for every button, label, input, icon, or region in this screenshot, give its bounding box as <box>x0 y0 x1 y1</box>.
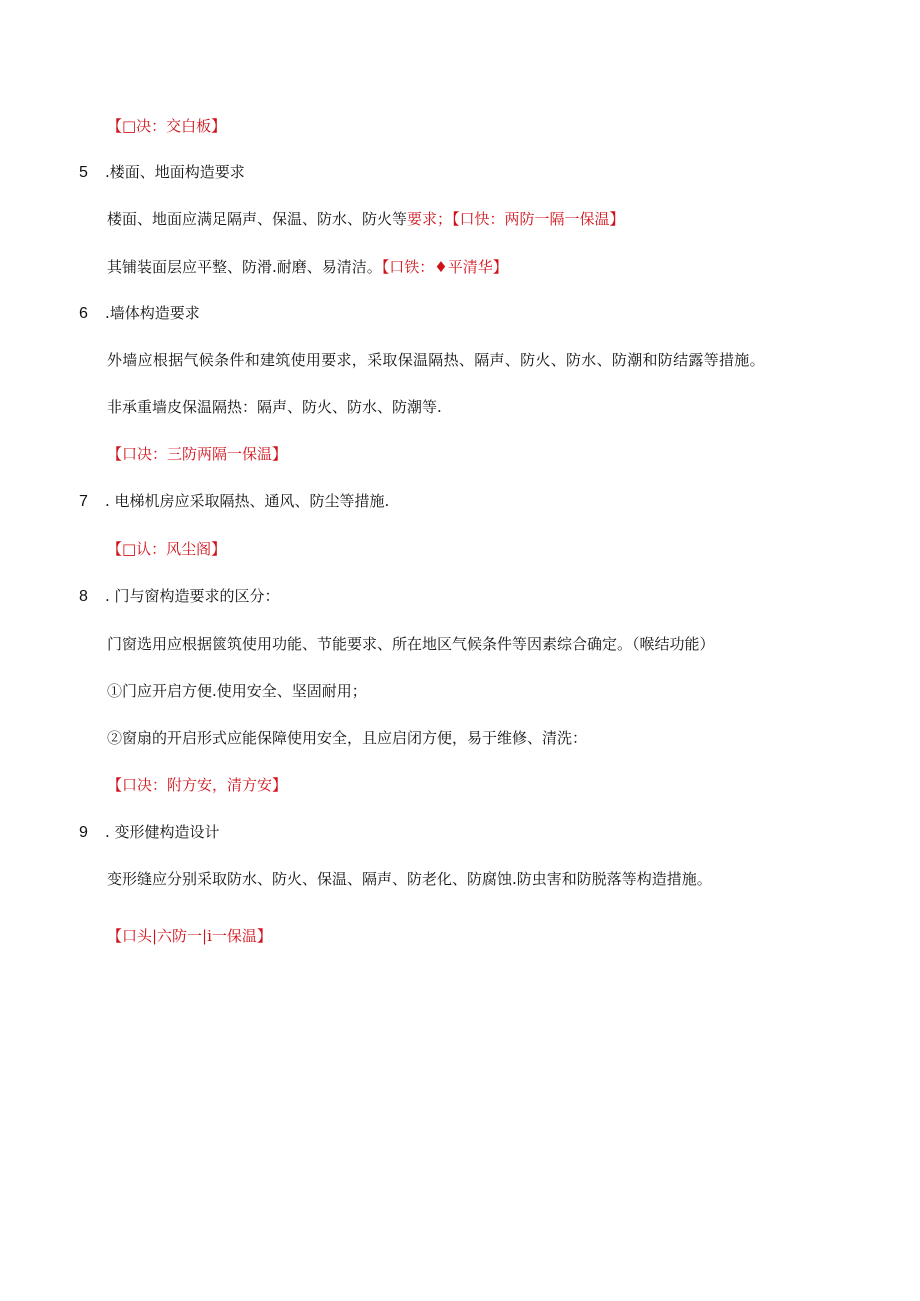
section-7-heading <box>79 491 389 512</box>
section-6-line-1: 外墙应根据气候条件和建筑使用要求，采取保温隔热、隔声、防火、防水、防潮和防结露等措施。 <box>107 351 765 369</box>
section-7-title: . 电梯机房应采取隔热、通风、防尘等措施. <box>105 492 390 510</box>
section-6-number: 6 <box>79 305 88 322</box>
section-8-line-1: 门窗选用应根据篋筑使用功能、节能要求、所在地区气候条件等因素综合确定。（喉结功能） <box>107 635 715 653</box>
section-5-line-1-highlight: 要求；【口快：两防一隔一保温】 <box>407 210 625 228</box>
section-7-mnemonic: 【□认：风尘阁】 <box>107 540 227 558</box>
section-8-item-1: ①门应开启方便.使用安全、坚固耐用； <box>107 682 367 700</box>
section-9-heading <box>79 822 220 843</box>
section-5-number: 5 <box>79 164 88 181</box>
section-9-line-1: 变形缝应分别采取防水、防火、保温、隔声、防老化、防腐蚀.防虫害和防脱落等构造措施。 <box>107 870 712 888</box>
section-8-heading <box>79 586 280 607</box>
section-6-heading <box>79 303 200 324</box>
mnemonic-jiaobaiban: 【□决：交白板】 <box>107 117 227 135</box>
section-5-title: .楼面、地面构造要求 <box>105 163 245 181</box>
section-5-line-2 <box>107 257 508 277</box>
section-6-mnemonic: 【口决：三防两隔一保温】 <box>107 445 288 463</box>
section-5-line-1 <box>107 209 625 229</box>
section-9-title: . 变形健构造设计 <box>105 823 220 841</box>
section-6-line-2: 非承重墙皮保温隔热：隔声、防火、防水、防潮等. <box>107 398 442 416</box>
section-5-line-2-highlight: 【口铁：♦平清华】 <box>381 258 508 276</box>
section-5-line-2-text: 其铺装面层应平整、防滑.耐磨、易清洁。 <box>107 258 382 276</box>
section-9-mnemonic: 【口头|六防一|i一保温】 <box>107 927 272 945</box>
section-5-line-1-text: 楼面、地面应满足隔声、保温、防水、防火等 <box>107 210 408 228</box>
section-8-title: . 门与窗构造要求的区分： <box>105 587 280 605</box>
section-7-number: 7 <box>79 493 88 510</box>
section-6-title: .墙体构造要求 <box>105 304 200 322</box>
section-5-heading <box>79 162 245 183</box>
section-8-number: 8 <box>79 588 88 605</box>
section-9-number: 9 <box>79 824 88 841</box>
section-8-mnemonic: 【口决：附方安，清方安】 <box>107 776 288 794</box>
section-8-item-2: ②窗扇的开启形式应能保障使用安全，且应启闭方便，易于维修、清洗： <box>107 729 588 747</box>
